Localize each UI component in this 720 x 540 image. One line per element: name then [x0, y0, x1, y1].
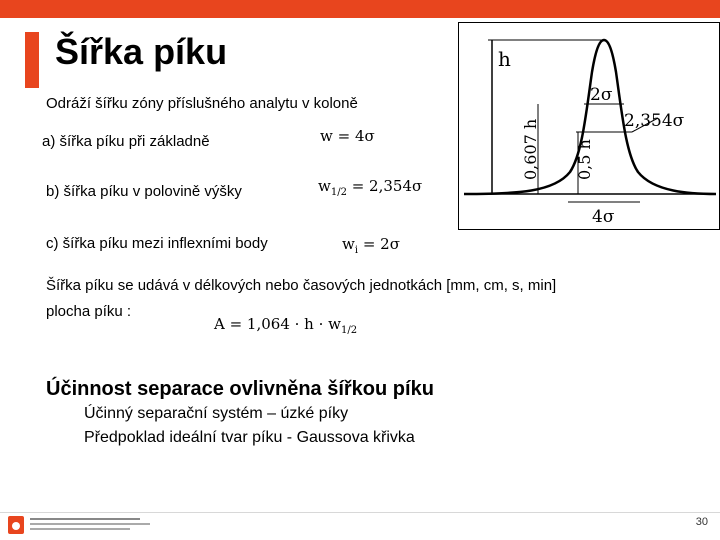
- area-label: plocha píku :: [46, 303, 132, 320]
- units-text: Šířka píku se udává v délkových nebo časových jednotkách [mm, cm, s, min]: [46, 277, 557, 294]
- bullet-2: Předpoklad ideální tvar píku - Gaussova křivka: [84, 429, 415, 446]
- label-4sigma: 4σ: [592, 207, 615, 227]
- area-formula-text: A = 1,064 · h · w: [214, 315, 341, 333]
- item-b-formula-rest: = 2,354σ: [346, 177, 423, 195]
- university-logo: [8, 516, 158, 536]
- top-accent-bar: [0, 0, 720, 18]
- item-c-formula-rest: = 2σ: [358, 235, 400, 253]
- slide-title: Šířka píku: [55, 31, 228, 72]
- subtitle: Odráží šířku zóny příslušného analytu v koloně: [46, 95, 358, 112]
- item-c-formula-sub: i: [354, 245, 359, 256]
- footer-divider: [0, 512, 720, 513]
- item-b-formula: [318, 176, 422, 203]
- area-formula-sub: 1/2: [341, 325, 358, 336]
- label-2sigma: 2σ: [590, 85, 613, 105]
- item-b-formula-sub: 1/2: [330, 187, 347, 198]
- item-c-formula: [342, 234, 400, 261]
- gaussian-peak-figure: [458, 22, 720, 230]
- label-h: h: [498, 47, 511, 71]
- item-b-label: b) šířka píku v polovině výšky: [46, 183, 242, 200]
- title-accent-bar: [25, 32, 39, 88]
- label-2354sigma: 2,354σ: [624, 111, 685, 131]
- item-a-formula: [320, 126, 375, 146]
- area-formula: [214, 314, 357, 341]
- page-number: 30: [695, 516, 708, 528]
- section-heading: Účinnost separace ovlivněna šířkou píku: [46, 378, 434, 400]
- label-05h: 0,5 h: [575, 139, 594, 180]
- item-c-formula-w: w: [342, 235, 355, 253]
- item-c-label: c) šířka píku mezi inflexními body: [46, 235, 268, 252]
- label-0607h: 0,607 h: [521, 118, 540, 180]
- item-a-formula-text: w = 4σ: [320, 127, 375, 145]
- item-a-label: a) šířka píku při základně: [42, 133, 210, 150]
- item-b-formula-w: w: [318, 177, 331, 195]
- bullet-1: Účinný separační systém – úzké píky: [84, 405, 349, 422]
